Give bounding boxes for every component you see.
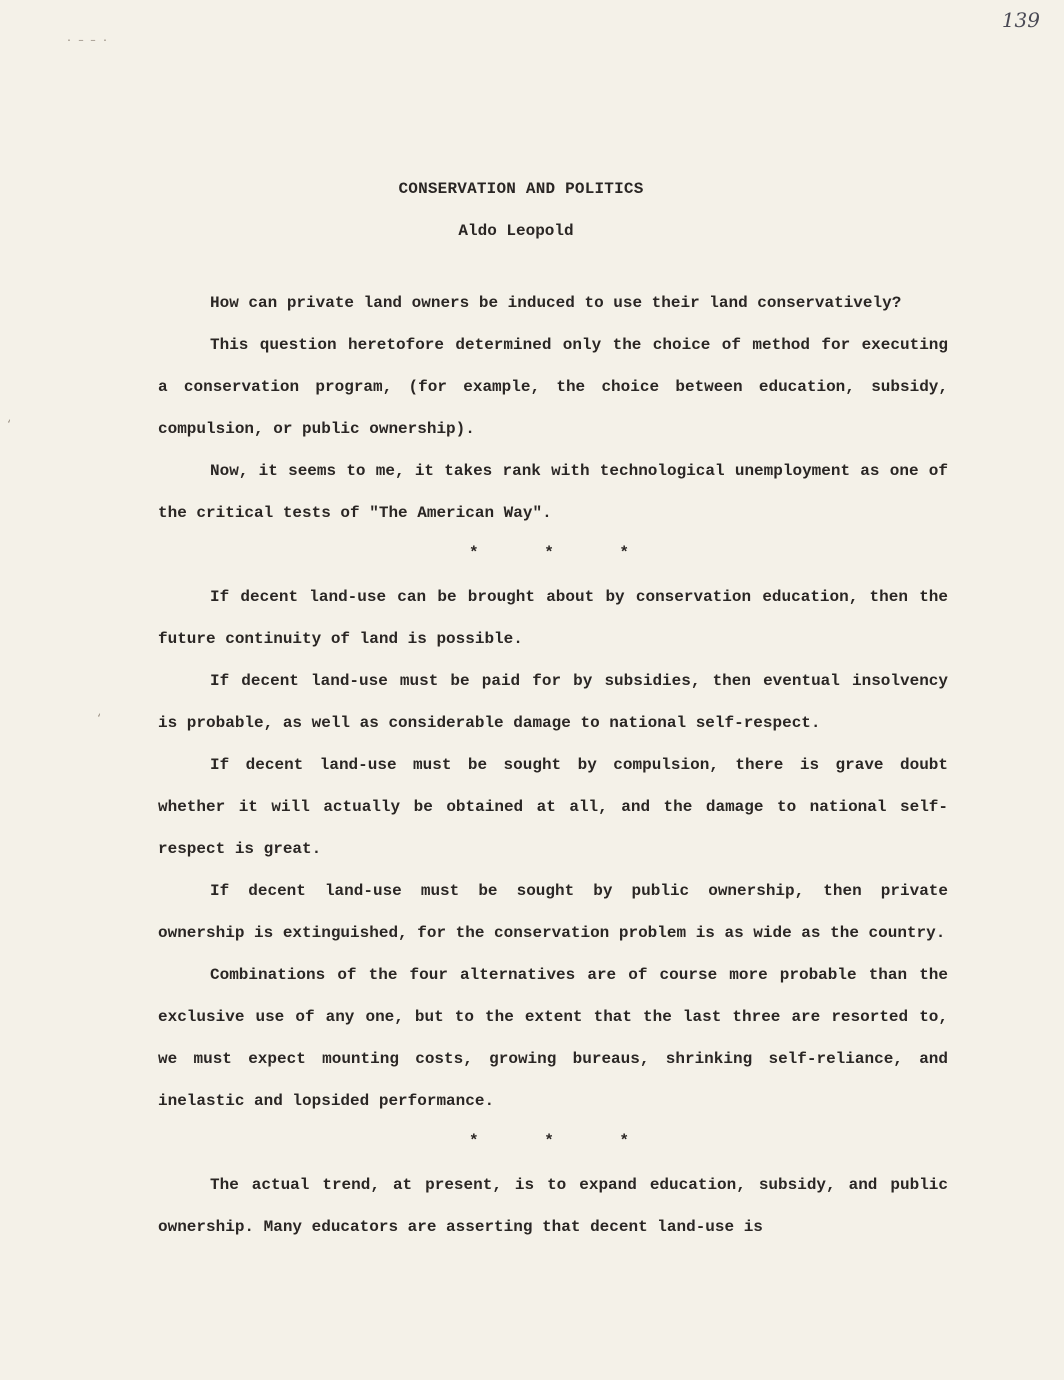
paragraph: This question heretofore determined only the choice of method for executing a conservation program, (for example, the choice between education, subsidy, compulsion, or public ownership).	[158, 336, 948, 438]
section-separator: * * *	[468, 544, 657, 562]
paragraph: If decent land-use must be sought by compulsion, there is grave doubt whether it will actually be obtained at all, and the damage to national self-respect is great.	[158, 756, 948, 858]
paragraph: Now, it seems to me, it takes rank with technological unemployment as one of the critical tests of "The American Way".	[158, 462, 948, 522]
paragraph: If decent land-use must be paid for by subsidies, then eventual insolvency is probable, as well as considerable damage to national self-respect.	[158, 672, 948, 732]
paragraph: How can private land owners be induced to use their land conservatively?	[210, 294, 902, 312]
paragraph: The actual trend, at present, is to expand education, subsidy, and public ownership. Many educators are asserting that decent land-use is	[158, 1176, 948, 1236]
page-number: 139	[1001, 8, 1040, 32]
document-author: Aldo Leopold	[458, 222, 574, 240]
paragraph: Combinations of the four alternatives are of course more probable than the exclusive use of any one, but to the extent that the last three are resorted to, we must expect mounting costs, growing bureaus, shrinking self-reliance, and inelastic and lopsided performance.	[158, 966, 948, 1110]
paper-speck: · – – ·	[66, 36, 109, 47]
paragraph: If decent land-use can be brought about by conservation education, then the future continuity of land is possible.	[158, 588, 948, 648]
document-body	[158, 282, 948, 1248]
paper-speck: ‘	[96, 714, 103, 725]
section-separator: * * *	[468, 1132, 657, 1150]
paragraph: If decent land-use must be sought by public ownership, then private ownership is extinguished, for the conservation problem is as wide as the country.	[158, 882, 948, 942]
document-title: CONSERVATION AND POLITICS	[398, 180, 644, 198]
paper-speck: ‘	[6, 420, 13, 431]
